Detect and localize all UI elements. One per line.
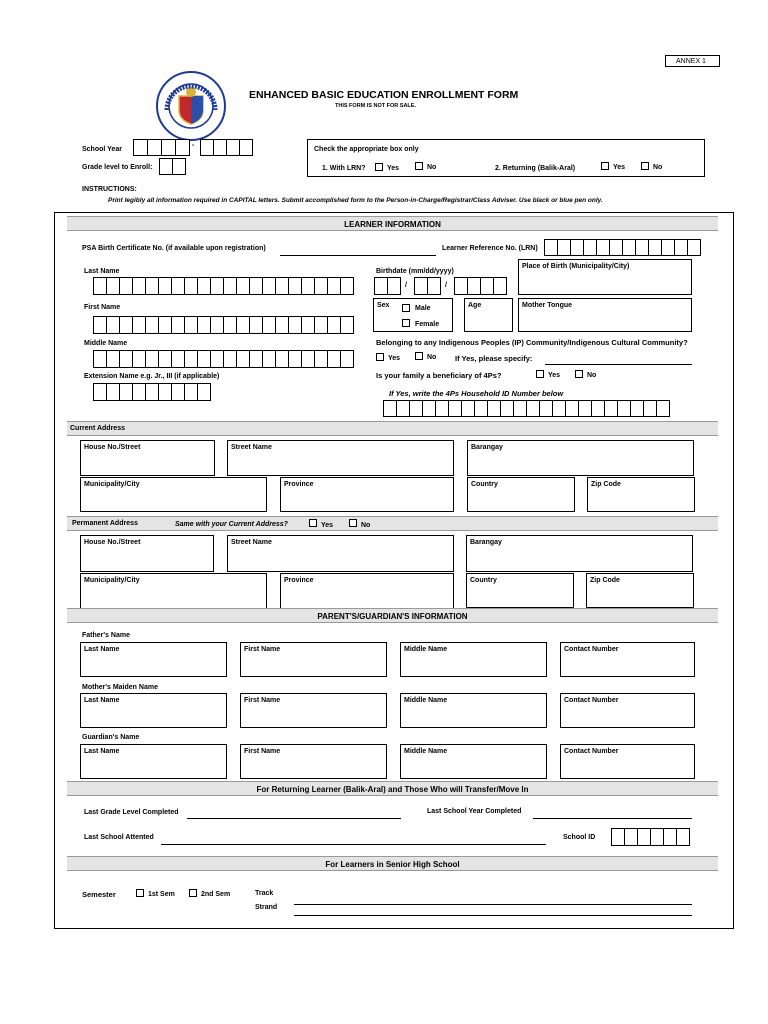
psa-label: PSA Birth Certificate No. (if available upon registration)	[82, 245, 266, 252]
current-house-box[interactable]: House No./Street	[80, 440, 215, 476]
first-sem-label: 1st Sem	[148, 891, 175, 898]
check-box-panel	[307, 139, 705, 177]
last-name-cells[interactable]	[93, 277, 354, 295]
permanent-zip-box[interactable]: Zip Code	[586, 573, 694, 608]
form-title: ENHANCED BASIC EDUCATION ENROLLMENT FORM	[249, 89, 519, 101]
guardian-label: Guardian's Name	[82, 734, 140, 741]
ip-no-checkbox[interactable]	[415, 352, 423, 360]
semester-label: Semester	[82, 890, 116, 899]
guardian-last-name-box[interactable]: Last Name	[80, 744, 227, 779]
birthdate-slash-1: /	[405, 282, 407, 289]
middle-name-cells[interactable]	[93, 350, 354, 368]
fourps-id-label: If Yes, write the 4Ps Household ID Number below	[389, 389, 564, 398]
school-id-cells[interactable]	[611, 828, 690, 846]
current-municipality-box[interactable]: Municipality/City	[80, 477, 267, 512]
birthdate-month-cells[interactable]	[374, 277, 401, 295]
male-checkbox[interactable]	[402, 304, 410, 312]
fourps-yes-checkbox[interactable]	[536, 370, 544, 378]
parents-header: PARENT'S/GUARDIAN'S INFORMATION	[67, 608, 718, 623]
form-subtitle: THIS FORM IS NOT FOR SALE.	[335, 103, 416, 109]
current-address-header: Current Address	[67, 421, 718, 436]
ip-yes-checkbox[interactable]	[376, 353, 384, 361]
age-label: Age	[468, 302, 482, 309]
instructions-text: Print legibly all information required in CAPITAL letters. Submit accomplished form to the Person-in-Charge/Registrar/Class Adviser. Use black or blue pen only.	[108, 197, 603, 204]
school-year-end-cells[interactable]	[200, 139, 253, 156]
strand-line[interactable]	[294, 915, 692, 916]
annex-label: ANNEX 1	[676, 58, 706, 65]
birthdate-label: Birthdate (mm/dd/yyyy)	[376, 268, 454, 275]
school-year-label: School Year	[82, 146, 122, 153]
same-address-no-checkbox[interactable]	[349, 519, 357, 527]
guardian-contact-box[interactable]: Contact Number	[560, 744, 695, 779]
female-label: Female	[415, 321, 440, 328]
extension-cells[interactable]	[93, 383, 211, 401]
shs-header: For Learners in Senior High School	[67, 856, 718, 871]
same-address-yes-checkbox[interactable]	[309, 519, 317, 527]
ip-question: Belonging to any Indigenous Peoples (IP) Community/Indigenous Cultural Community?	[376, 338, 688, 347]
permanent-barangay-box[interactable]: Barangay	[466, 535, 693, 572]
same-address-question: Same with your Current Address?	[175, 521, 288, 528]
father-label: Father's Name	[82, 632, 130, 639]
returning-label: 2. Returning (Balik-Aral)	[495, 165, 576, 172]
father-contact-box[interactable]: Contact Number	[560, 642, 695, 677]
returning-no-checkbox[interactable]	[641, 162, 649, 170]
fourps-id-cells[interactable]	[383, 400, 670, 417]
mother-tongue-label: Mother Tongue	[522, 302, 573, 309]
father-last-name-box[interactable]: Last Name	[80, 642, 227, 677]
learner-info-header: LEARNER INFORMATION	[67, 216, 718, 231]
fourps-yes-label: Yes	[548, 372, 561, 379]
returning-no-label: No	[653, 164, 663, 171]
strand-label: Strand	[255, 904, 278, 911]
psa-input-line[interactable]	[280, 255, 436, 256]
first-sem-checkbox[interactable]	[136, 889, 144, 897]
permanent-municipality-box[interactable]: Municipality/City	[80, 573, 267, 608]
last-name-label: Last Name	[84, 268, 120, 275]
mother-label: Mother's Maiden Name	[82, 684, 158, 691]
middle-name-label: Middle Name	[84, 340, 128, 347]
instructions-label: INSTRUCTIONS:	[82, 186, 137, 193]
school-year-start-cells[interactable]	[133, 139, 190, 156]
sex-label: Sex	[377, 302, 390, 309]
with-lrn-no-label: No	[427, 164, 437, 171]
fourps-question: Is your family a beneficiary of 4Ps?	[376, 371, 502, 380]
mother-contact-box[interactable]: Contact Number	[560, 693, 695, 728]
first-name-cells[interactable]	[93, 316, 354, 334]
birthdate-slash-2: /	[445, 282, 447, 289]
deped-seal-icon	[155, 70, 227, 142]
father-middle-name-box[interactable]: Middle Name	[400, 642, 547, 677]
permanent-house-box[interactable]: House No./Street	[80, 535, 214, 572]
annex-box	[665, 55, 720, 67]
school-id-label: School ID	[563, 834, 596, 841]
father-first-name-box[interactable]: First Name	[240, 642, 387, 677]
last-school-label: Last School Attented	[84, 834, 154, 841]
second-sem-label: 2nd Sem	[201, 891, 231, 898]
current-province-box[interactable]: Province	[280, 477, 454, 512]
grade-level-label: Grade level to Enroll:	[82, 164, 153, 171]
permanent-country-box[interactable]: Country	[466, 573, 574, 608]
first-name-label: First Name	[84, 304, 121, 311]
ip-yes-label: Yes	[388, 355, 401, 362]
fourps-no-label: No	[587, 372, 597, 379]
lrn-cells[interactable]	[544, 239, 701, 256]
track-label: Track	[255, 890, 274, 897]
current-zip-box[interactable]: Zip Code	[587, 477, 695, 512]
current-country-box[interactable]: Country	[467, 477, 575, 512]
guardian-first-name-box[interactable]: First Name	[240, 744, 387, 779]
returning-yes-label: Yes	[613, 164, 626, 171]
lrn-label: Learner Reference No. (LRN)	[442, 245, 538, 252]
last-sy-label: Last School Year Completed	[427, 808, 522, 815]
place-of-birth-box[interactable]	[518, 259, 692, 295]
permanent-province-box[interactable]: Province	[280, 573, 454, 608]
with-lrn-yes-label: Yes	[387, 165, 400, 172]
fourps-no-checkbox[interactable]	[575, 370, 583, 378]
permanent-street-box[interactable]: Street Name	[227, 535, 454, 572]
mother-tongue-box[interactable]	[518, 298, 692, 332]
grade-level-cells[interactable]	[159, 158, 186, 175]
second-sem-checkbox[interactable]	[189, 889, 197, 897]
current-street-box[interactable]: Street Name	[227, 440, 454, 476]
age-box[interactable]	[464, 298, 513, 332]
permanent-address-header: Permanent Address Same with your Current Address? Yes No	[67, 516, 718, 531]
mother-middle-name-box[interactable]: Middle Name	[400, 693, 547, 728]
with-lrn-label: 1. With LRN?	[322, 165, 366, 172]
mother-last-name-box[interactable]: Last Name	[80, 693, 227, 728]
ip-specify-line[interactable]	[545, 364, 692, 365]
school-year-dash: -	[192, 142, 195, 149]
guardian-middle-name-box[interactable]: Middle Name	[400, 744, 547, 779]
birthdate-year-cells[interactable]	[454, 277, 507, 295]
check-box-label: Check the appropriate box only	[314, 146, 419, 153]
with-lrn-no-checkbox[interactable]	[415, 162, 423, 170]
last-school-line[interactable]	[161, 844, 546, 845]
mother-first-name-box[interactable]: First Name	[240, 693, 387, 728]
returning-header: For Returning Learner (Balik-Aral) and Those Who will Transfer/Move In	[67, 781, 718, 796]
last-sy-line[interactable]	[533, 818, 692, 819]
current-barangay-box[interactable]: Barangay	[467, 440, 694, 476]
track-line[interactable]	[294, 904, 692, 905]
with-lrn-yes-checkbox[interactable]	[375, 163, 383, 171]
female-checkbox[interactable]	[402, 319, 410, 327]
last-grade-label: Last Grade Level Completed	[84, 809, 179, 816]
extension-label: Extension Name e.g. Jr., III (if applicable)	[84, 373, 220, 380]
male-label: Male	[415, 305, 431, 312]
ip-specify-label: If Yes, please specify:	[455, 354, 533, 363]
place-of-birth-label: Place of Birth (Municipality/City)	[522, 263, 630, 270]
last-grade-line[interactable]	[187, 818, 401, 819]
ip-no-label: No	[427, 354, 437, 361]
sex-box	[373, 298, 453, 332]
returning-yes-checkbox[interactable]	[601, 162, 609, 170]
birthdate-day-cells[interactable]	[414, 277, 441, 295]
